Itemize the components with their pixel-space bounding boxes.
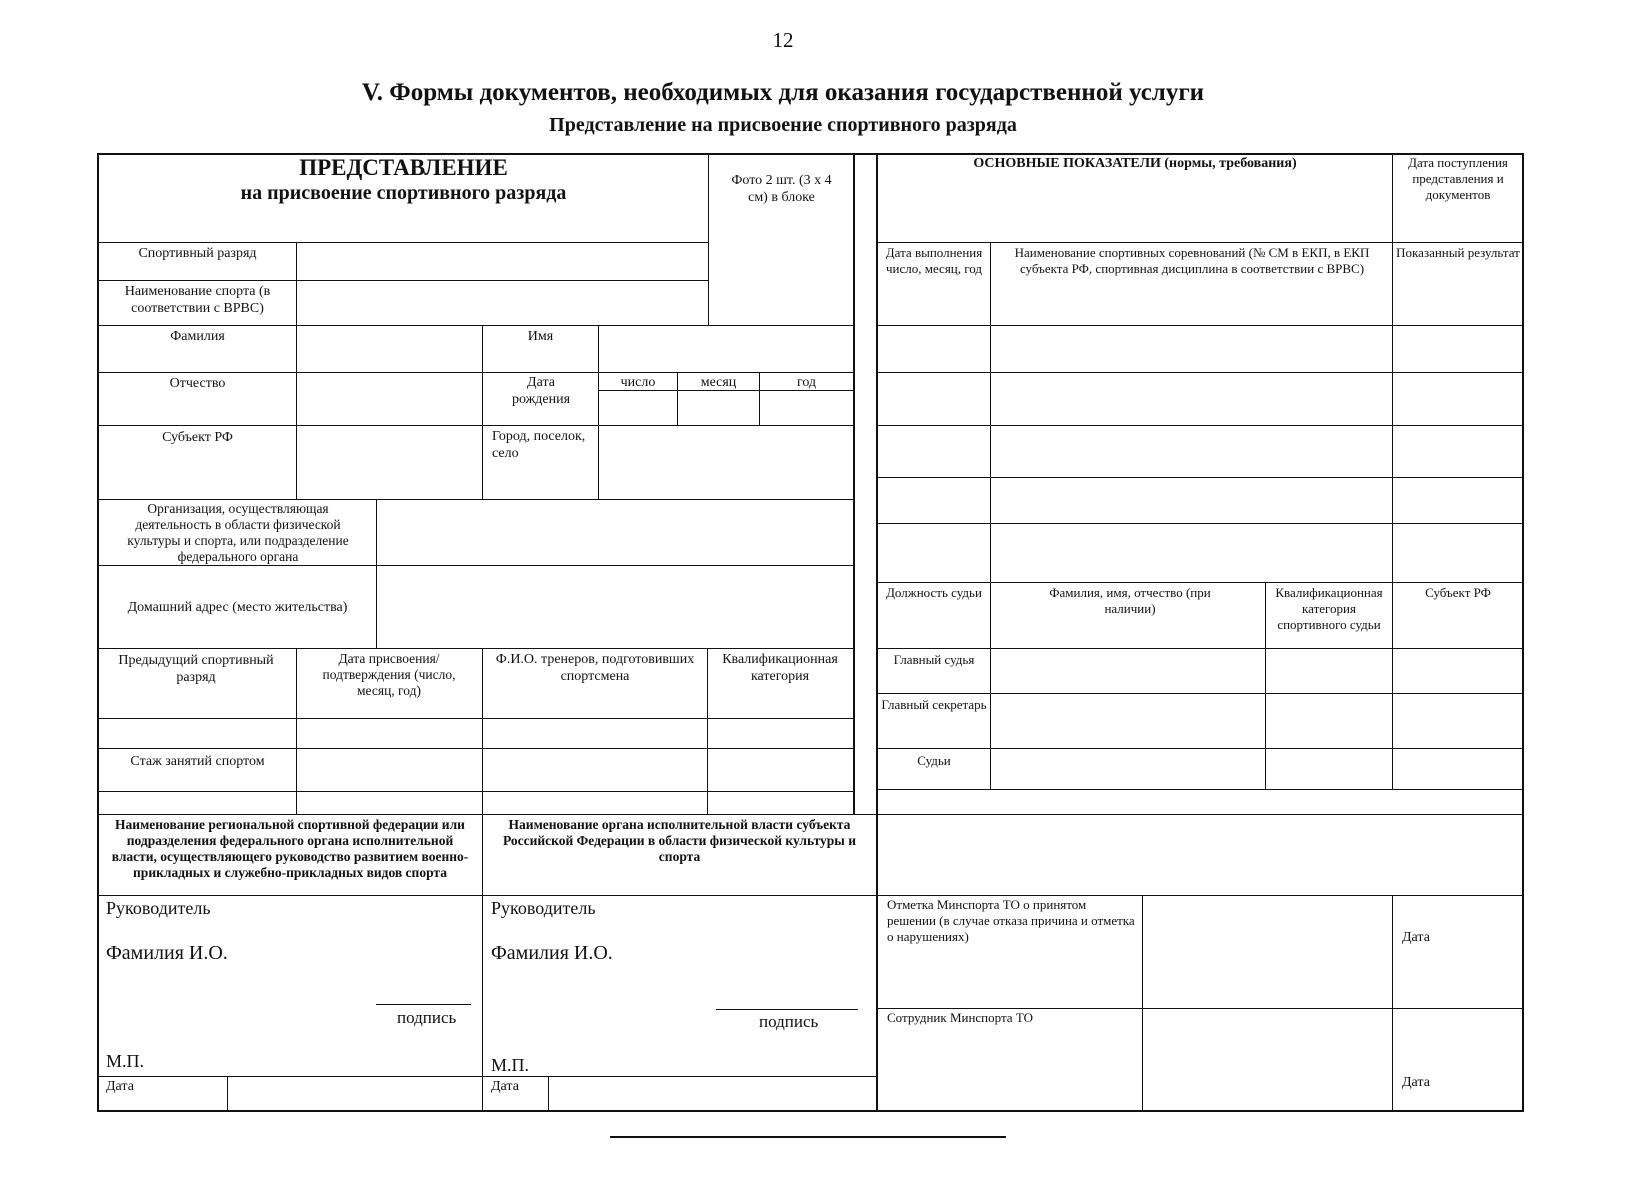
label-birth-date: Дата рождения — [511, 375, 571, 407]
label-ministry-employee: Сотрудник Минспорта ТО — [887, 1010, 1033, 1025]
label-prev-rank: Предыдущий спортивный разряд — [118, 653, 274, 685]
label-ministry-mark: Отметка Минспорта ТО о принятом решении (в случае отказа причина и отметка о нарушениях) — [887, 897, 1135, 944]
label-surname: Фамилия — [170, 329, 225, 344]
right-head-label: Руководитель — [491, 898, 596, 918]
label-exec-date: Дата выполнения число, месяц, год — [885, 245, 983, 276]
label-sport-name: Наименование спорта (в соответствии с ВРВС) — [124, 284, 271, 316]
label-month: месяц — [700, 375, 737, 390]
label-result: Показанный результат — [1396, 245, 1520, 260]
label-federation: Наименование региональной спортивной федерации или подразделения федерального органа исполнительной власти, осуществляющего руководство развитием военно-прикладных и служебно-прикладных видов спорта — [111, 817, 469, 880]
label-experience: Стаж занятий спортом — [130, 754, 265, 769]
label-judge-fio: Фамилия, имя, отчество (при наличии) — [1049, 585, 1211, 616]
label-year: год — [796, 375, 817, 390]
label-sport-rank: Спортивный разряд — [138, 246, 257, 261]
left-signature-label: подпись — [397, 1008, 457, 1027]
ministry-date-label-2: Дата — [1402, 1075, 1430, 1090]
right-date-label: Дата — [491, 1079, 519, 1094]
form-subtitle: на присвоение спортивного разряда — [240, 182, 567, 204]
label-city: Город, поселок, село — [492, 429, 586, 461]
form-title: ПРЕДСТАВЛЕНИЕ — [299, 155, 508, 180]
left-date-label: Дата — [106, 1079, 134, 1094]
left-stamp: М.П. — [106, 1051, 145, 1071]
page-heading: V. Формы документов, необходимых для оказания государственной услуги — [361, 79, 1205, 106]
label-day: число — [620, 375, 656, 390]
indicators-header: ОСНОВНЫЕ ПОКАЗАТЕЛИ (нормы, требования) — [973, 156, 1297, 171]
label-assign-date: Дата присвоения/подтверждения (число, месяц, год) — [322, 651, 456, 698]
label-competition: Наименование спортивных соревнований (№ СМ в ЕКП, в ЕКП субъекта РФ, спортивная дисциплина в соответствии с ВРВС) — [1014, 245, 1370, 276]
label-coaches: Ф.И.О. тренеров, подготовивших спортсмена — [495, 652, 695, 684]
label-subject: Субъект РФ — [162, 430, 233, 445]
label-receipt-date: Дата поступления представления и документов — [1408, 155, 1508, 202]
label-judge-category: Квалификационная категория спортивного судьи — [1275, 585, 1383, 632]
label-chief-judge: Главный судья — [893, 652, 975, 667]
left-head-label: Руководитель — [106, 898, 211, 918]
left-fio: Фамилия И.О. — [106, 942, 228, 964]
photo-placeholder: Фото 2 шт. (3 х 4 см) в блоке — [731, 173, 832, 205]
ministry-date-label-1: Дата — [1402, 930, 1430, 945]
label-qual-category: Квалификационная категория — [722, 652, 838, 684]
label-judges: Судьи — [917, 753, 951, 768]
label-chief-secretary: Главный секретарь — [881, 697, 987, 712]
label-authority: Наименование органа исполнительной власти субъекта Российской Федерации в области физической культуры и спорта — [502, 817, 857, 864]
right-stamp: М.П. — [491, 1055, 530, 1075]
right-signature-label: подпись — [759, 1012, 819, 1031]
page-number: 12 — [772, 28, 794, 52]
label-judge-subject: Субъект РФ — [1425, 585, 1491, 600]
label-organization: Организация, осуществляющая деятельность в области физической культуры и спорта, или подразделение федерального органа — [127, 501, 349, 564]
right-fio: Фамилия И.О. — [491, 942, 613, 964]
page-subheading: Представление на присвоение спортивного разряда — [549, 114, 1017, 136]
label-home-address: Домашний адрес (место жительства) — [127, 600, 348, 615]
label-judge-position: Должность судьи — [886, 585, 982, 600]
label-patronymic: Отчество — [169, 376, 226, 391]
label-name: Имя — [527, 329, 554, 344]
